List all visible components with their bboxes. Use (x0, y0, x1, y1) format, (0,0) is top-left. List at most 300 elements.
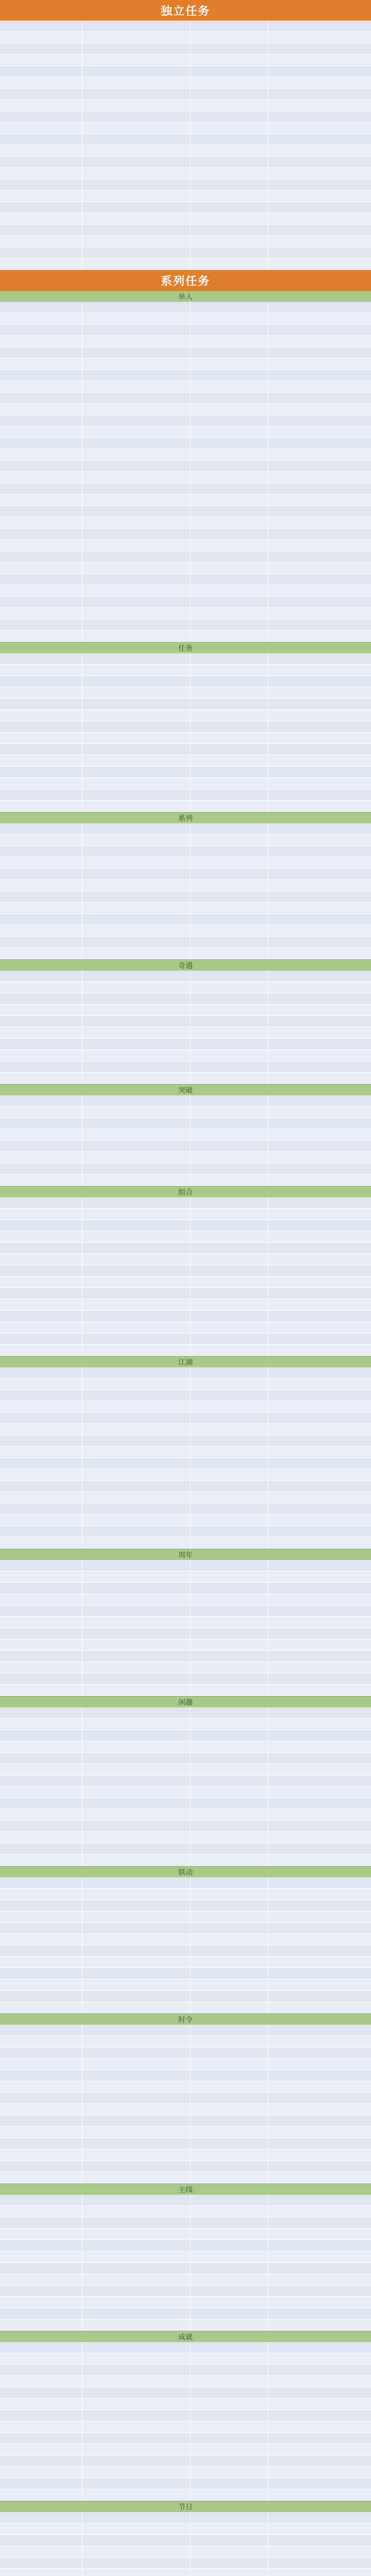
requirement-cell (82, 1016, 191, 1027)
reward-cell (268, 55, 371, 65)
table-row (0, 1809, 371, 1821)
location-cell (191, 225, 268, 235)
reward-cell (268, 517, 371, 528)
location-cell (191, 1877, 268, 1888)
table-row (0, 1764, 371, 1775)
reward-cell (268, 336, 371, 347)
task-name-cell (0, 100, 82, 111)
table-row (0, 914, 371, 925)
location-cell (191, 145, 268, 156)
location-cell (191, 721, 268, 732)
reward-cell (268, 1911, 371, 1922)
task-name-cell (0, 1911, 82, 1922)
reward-cell (268, 1458, 371, 1469)
location-cell (191, 2523, 268, 2534)
task-name-cell (0, 2489, 82, 2500)
requirement-cell (82, 2467, 191, 2478)
reward-cell (268, 1345, 371, 1355)
task-name-cell (0, 2274, 82, 2285)
reward-cell (268, 778, 371, 789)
requirement-cell (82, 687, 191, 698)
task-name-cell (0, 948, 82, 959)
reward-cell (268, 1968, 371, 1979)
task-name-cell (0, 857, 82, 868)
reward-cell (268, 359, 371, 369)
location-cell (191, 676, 268, 687)
reward-cell (268, 1560, 371, 1571)
reward-cell (268, 2376, 371, 2387)
location-cell (191, 1390, 268, 1401)
table-row (0, 1458, 371, 1469)
requirement-cell (82, 1515, 191, 1526)
table-row (0, 801, 371, 812)
requirement-cell (82, 359, 191, 369)
requirement-cell (82, 2104, 191, 2115)
table-row (0, 982, 371, 993)
location-cell (191, 1605, 268, 1616)
task-name-cell (0, 699, 82, 709)
location-cell (191, 21, 268, 31)
location-cell (191, 744, 268, 755)
task-name-cell (0, 2093, 82, 2104)
reward-cell (268, 236, 371, 247)
task-name-cell (0, 2399, 82, 2410)
reward-cell (268, 1220, 371, 1231)
table-row (0, 506, 371, 517)
table-row (0, 1707, 371, 1719)
location-cell (191, 1447, 268, 1458)
requirement-cell (82, 914, 191, 925)
requirement-cell (82, 347, 191, 358)
location-cell (191, 1492, 268, 1503)
reward-cell (268, 2251, 371, 2262)
reward-cell (268, 789, 371, 800)
requirement-cell (82, 1991, 191, 2002)
task-name-cell (0, 1390, 82, 1401)
task-name-cell (0, 517, 82, 528)
table-row (0, 2036, 371, 2047)
task-name-cell (0, 1345, 82, 1355)
location-cell (191, 1118, 268, 1129)
requirement-cell (82, 721, 191, 732)
reward-cell (268, 302, 371, 313)
table-row (0, 347, 371, 359)
table-row (0, 2467, 371, 2478)
requirement-cell (82, 1662, 191, 1673)
reward-cell (268, 1027, 371, 1038)
requirement-cell (82, 1855, 191, 1866)
location-cell (191, 1730, 268, 1741)
requirement-cell (82, 2387, 191, 2398)
location-cell (191, 415, 268, 426)
location-cell (191, 903, 268, 913)
task-name-cell (0, 767, 82, 777)
task-name-cell (0, 1594, 82, 1605)
task-name-cell (0, 1107, 82, 1117)
table-row (0, 2546, 371, 2557)
reward-cell (268, 891, 371, 902)
task-name-cell (0, 1016, 82, 1027)
reward-cell (268, 1798, 371, 1809)
reward-cell (268, 2535, 371, 2546)
reward-cell (268, 1979, 371, 1990)
location-cell (191, 213, 268, 224)
group-title: 系列 (0, 812, 371, 824)
task-name-cell (0, 1889, 82, 1900)
location-cell (191, 2047, 268, 2058)
group-title: 联动 (0, 1866, 371, 1878)
table-row (0, 789, 371, 801)
table-row (0, 1662, 371, 1673)
reward-cell (268, 2523, 371, 2534)
location-cell (191, 517, 268, 528)
task-name-cell (0, 483, 82, 494)
reward-cell (268, 767, 371, 777)
reward-cell (268, 32, 371, 43)
task-name-cell (0, 2376, 82, 2387)
location-cell (191, 66, 268, 77)
location-cell (191, 1050, 268, 1061)
reward-cell (268, 427, 371, 437)
table-row (0, 1843, 371, 1855)
requirement-cell (82, 2081, 191, 2092)
location-cell (191, 1243, 268, 1253)
table-row (0, 202, 371, 213)
reward-cell (268, 2240, 371, 2251)
requirement-cell (82, 2240, 191, 2251)
requirement-cell (82, 2433, 191, 2444)
requirement-cell (82, 2297, 191, 2308)
requirement-cell (82, 1095, 191, 1106)
table-row (0, 1061, 371, 1073)
reward-cell (268, 846, 371, 857)
table-row (0, 1435, 371, 1447)
reward-cell (268, 2455, 371, 2466)
task-name-cell (0, 1027, 82, 1038)
requirement-cell (82, 767, 191, 777)
task-name-cell (0, 247, 82, 258)
task-name-cell (0, 1673, 82, 1684)
requirement-cell (82, 202, 191, 213)
location-cell (191, 1458, 268, 1469)
table-row (0, 1968, 371, 1979)
table-row (0, 1333, 371, 1345)
task-name-cell (0, 1492, 82, 1503)
table-row (0, 89, 371, 100)
table-row (0, 1957, 371, 1968)
table-row (0, 2433, 371, 2444)
requirement-cell (82, 43, 191, 54)
table-row (0, 483, 371, 495)
location-cell (191, 1855, 268, 1866)
table-row (0, 574, 371, 585)
requirement-cell (82, 2195, 191, 2206)
task-name-cell (0, 1855, 82, 1866)
task-name-cell (0, 2365, 82, 2376)
reward-cell (268, 608, 371, 619)
requirement-cell (82, 823, 191, 834)
task-name-cell (0, 733, 82, 743)
table-row (0, 1583, 371, 1594)
task-name-cell (0, 495, 82, 505)
table-row (0, 2557, 371, 2569)
requirement-cell (82, 1322, 191, 1333)
location-cell (191, 1911, 268, 1922)
table-row (0, 676, 371, 687)
group-title: 节日 (0, 2501, 371, 2513)
table-row (0, 597, 371, 608)
location-cell (191, 32, 268, 43)
reward-cell (268, 733, 371, 743)
task-name-cell (0, 2070, 82, 2081)
location-cell (191, 472, 268, 483)
requirement-cell (82, 1492, 191, 1503)
reward-cell (268, 461, 371, 471)
location-cell (191, 1843, 268, 1854)
location-cell (191, 1481, 268, 1492)
table-row (0, 1855, 371, 1866)
reward-cell (268, 801, 371, 811)
requirement-cell (82, 2319, 191, 2330)
table-row (0, 1639, 371, 1651)
table-row (0, 1345, 371, 1356)
location-cell (191, 1141, 268, 1151)
task-name-cell (0, 1764, 82, 1775)
requirement-cell (82, 1719, 191, 1730)
location-cell (191, 869, 268, 879)
requirement-cell (82, 1447, 191, 1458)
table-row (0, 1492, 371, 1503)
reward-cell (268, 563, 371, 573)
reward-cell (268, 1175, 371, 1185)
requirement-cell (82, 857, 191, 868)
reward-cell (268, 744, 371, 755)
table-row (0, 2195, 371, 2206)
table-row (0, 1016, 371, 1027)
location-cell (191, 1107, 268, 1117)
task-name-cell (0, 1401, 82, 1412)
location-cell (191, 993, 268, 1004)
requirement-cell (82, 1957, 191, 1968)
reward-cell (268, 134, 371, 145)
table-row (0, 2206, 371, 2217)
table-row (0, 32, 371, 43)
requirement-cell (82, 2353, 191, 2364)
reward-cell (268, 1265, 371, 1276)
location-cell (191, 982, 268, 993)
reward-cell (268, 123, 371, 133)
task-name-cell (0, 2161, 82, 2172)
table-row (0, 631, 371, 642)
location-cell (191, 2161, 268, 2172)
requirement-cell (82, 21, 191, 31)
location-cell (191, 449, 268, 460)
group-title: 组合 (0, 1186, 371, 1198)
task-name-cell (0, 1968, 82, 1979)
table-row (0, 1526, 371, 1537)
reward-cell (268, 2127, 371, 2138)
location-cell (191, 134, 268, 145)
requirement-cell (82, 1526, 191, 1537)
location-cell (191, 971, 268, 981)
location-cell (191, 2036, 268, 2047)
table-row (0, 1311, 371, 1322)
requirement-cell (82, 1005, 191, 1015)
task-name-cell (0, 2195, 82, 2206)
location-cell (191, 1311, 268, 1321)
requirement-cell (82, 89, 191, 99)
reward-cell (268, 1515, 371, 1526)
task-name-cell (0, 1163, 82, 1174)
location-cell (191, 1435, 268, 1446)
reward-cell (268, 2115, 371, 2126)
task-name-cell (0, 1923, 82, 1934)
reward-cell (268, 1333, 371, 1344)
reward-cell (268, 2274, 371, 2285)
task-name-cell (0, 1231, 82, 1242)
reward-cell (268, 2285, 371, 2296)
requirement-cell (82, 225, 191, 235)
task-name-cell (0, 2512, 82, 2523)
reward-cell (268, 1118, 371, 1129)
reward-cell (268, 1073, 371, 1083)
task-name-cell (0, 846, 82, 857)
location-cell (191, 551, 268, 562)
reward-cell (268, 89, 371, 99)
location-cell (191, 2433, 268, 2444)
reward-cell (268, 1832, 371, 1843)
reward-cell (268, 1719, 371, 1730)
requirement-cell (82, 1968, 191, 1979)
reward-cell (268, 1322, 371, 1333)
reward-cell (268, 77, 371, 88)
table-row (0, 1175, 371, 1186)
location-cell (191, 1379, 268, 1389)
location-cell (191, 1775, 268, 1786)
requirement-cell (82, 1628, 191, 1639)
location-cell (191, 914, 268, 925)
task-name-cell (0, 1095, 82, 1106)
task-name-cell (0, 1877, 82, 1888)
task-name-cell (0, 325, 82, 335)
requirement-cell (82, 506, 191, 517)
location-cell (191, 191, 268, 201)
task-name-cell (0, 1061, 82, 1072)
location-cell (191, 393, 268, 403)
requirement-cell (82, 1209, 191, 1219)
location-cell (191, 1832, 268, 1843)
table-row (0, 77, 371, 89)
table-row (0, 1027, 371, 1039)
task-name-cell (0, 1639, 82, 1650)
reward-cell (268, 2206, 371, 2217)
location-cell (191, 2206, 268, 2217)
requirement-cell (82, 1311, 191, 1321)
task-name-cell (0, 869, 82, 879)
requirement-cell (82, 2399, 191, 2410)
task-name-cell (0, 123, 82, 133)
task-name-cell (0, 1209, 82, 1219)
requirement-cell (82, 948, 191, 959)
reward-cell (268, 1141, 371, 1151)
reward-cell (268, 1469, 371, 1480)
table-row (0, 869, 371, 880)
group-title: 闲趣 (0, 1696, 371, 1708)
requirement-cell (82, 259, 191, 269)
table-row (0, 1039, 371, 1050)
table-row (0, 145, 371, 157)
task-name-cell (0, 1197, 82, 1208)
location-cell (191, 1322, 268, 1333)
table-row (0, 903, 371, 914)
table-row (0, 1741, 371, 1753)
requirement-cell (82, 2421, 191, 2432)
location-cell (191, 1152, 268, 1163)
table-row (0, 1923, 371, 1934)
requirement-cell (82, 2251, 191, 2262)
requirement-cell (82, 1798, 191, 1809)
task-name-cell (0, 1265, 82, 1276)
reward-cell (268, 1424, 371, 1435)
location-cell (191, 427, 268, 437)
requirement-cell (82, 2535, 191, 2546)
task-name-cell (0, 1832, 82, 1843)
reward-cell (268, 393, 371, 403)
requirement-cell (82, 1979, 191, 1990)
reward-cell (268, 43, 371, 54)
table-row (0, 1265, 371, 1277)
location-cell (191, 1560, 268, 1571)
reward-cell (268, 585, 371, 596)
requirement-cell (82, 415, 191, 426)
requirement-cell (82, 1753, 191, 1764)
requirement-cell (82, 2308, 191, 2319)
reward-cell (268, 880, 371, 891)
requirement-cell (82, 1435, 191, 1446)
location-cell (191, 801, 268, 811)
location-cell (191, 381, 268, 392)
table-row (0, 2308, 371, 2319)
table-row (0, 1050, 371, 1061)
requirement-cell (82, 1583, 191, 1594)
location-cell (191, 1594, 268, 1605)
requirement-cell (82, 1673, 191, 1684)
location-cell (191, 1027, 268, 1038)
requirement-cell (82, 1900, 191, 1911)
task-name-cell (0, 1571, 82, 1582)
location-cell (191, 77, 268, 88)
requirement-cell (82, 619, 191, 630)
location-cell (191, 1719, 268, 1730)
location-cell (191, 1061, 268, 1072)
table-row (0, 1503, 371, 1515)
task-name-cell (0, 191, 82, 201)
requirement-cell (82, 1923, 191, 1934)
table-row (0, 608, 371, 619)
task-name-cell (0, 1945, 82, 1956)
requirement-cell (82, 1390, 191, 1401)
location-cell (191, 1787, 268, 1798)
table-row (0, 2365, 371, 2376)
requirement-cell (82, 1877, 191, 1888)
table-row (0, 1107, 371, 1118)
task-name-cell (0, 1503, 82, 1514)
table-row (0, 2319, 371, 2331)
reward-cell (268, 2399, 371, 2410)
table-row (0, 665, 371, 676)
task-name-cell (0, 1628, 82, 1639)
reward-cell (268, 1991, 371, 2002)
